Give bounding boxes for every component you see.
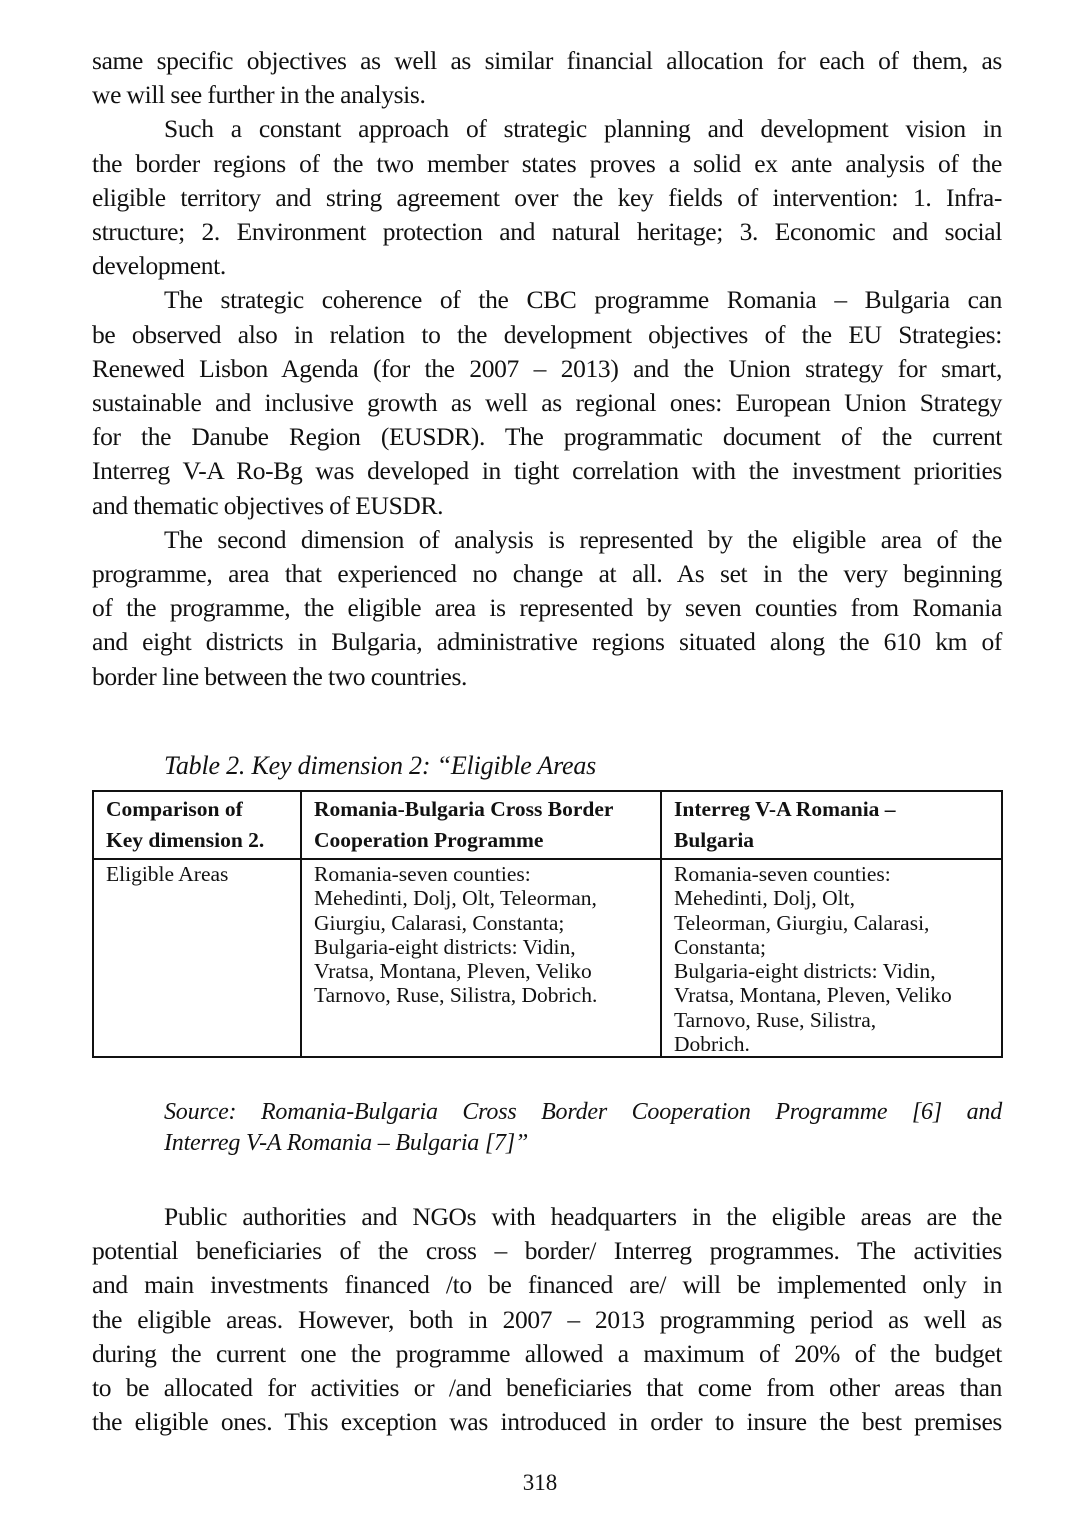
cell-line: Vratsa, Montana, Pleven, Veliko <box>674 983 952 1008</box>
cell-line: Constanta; <box>674 934 766 959</box>
cell-line: Bulgaria-eight districts: Vidin, <box>314 934 576 959</box>
header-line: Comparison of <box>106 797 243 821</box>
cell-dimension <box>93 859 301 1057</box>
text-line: the eligible areas. However, both in 2007 – 2013 programming period as well as <box>92 1304 1002 1334</box>
cell-line: Eligible Areas <box>106 862 229 886</box>
source-line: Interreg V-A Romania – Bulgaria [7]” <box>164 1130 529 1156</box>
header-line: Cooperation Programme <box>314 828 544 852</box>
text-line: and eight districts in Bulgaria, administrative regions situated along the 610 km of <box>92 627 1002 657</box>
page-number: 318 <box>522 1470 558 1495</box>
text-line: Renewed Lisbon Agenda (for the 2007 – 2013) and the Union strategy for smart, <box>92 353 1002 383</box>
cell-interreg-areas <box>661 859 1002 1057</box>
text-line: and thematic objectives of EUSDR. <box>92 490 444 520</box>
source-line: Source: Romania-Bulgaria Cross Border Cooperation Programme [6] and <box>164 1099 1002 1125</box>
text-line: be observed also in relation to the development objectives of the EU Strategies: <box>92 319 1002 349</box>
text-line: for the Danube Region (EUSDR). The programmatic document of the current <box>92 422 1002 452</box>
cell-line: Mehedinti, Dolj, Olt, <box>674 886 855 911</box>
cell-line: Giurgiu, Calarasi, Constanta; <box>314 910 565 935</box>
cell-line: Romania-seven counties: <box>674 862 891 886</box>
table-caption: Table 2. Key dimension 2: “Eligible Areas <box>164 751 597 780</box>
body-text-bottom <box>92 1200 1002 1439</box>
text-line: programme, area that experienced no change at all. As set in the very beginning <box>92 559 1002 589</box>
table-header-row <box>93 791 1002 859</box>
text-line: eligible territory and string agreement over the key fields of intervention: 1. Infra- <box>92 182 1002 212</box>
cell-line: Tarnovo, Ruse, Silistra, <box>674 1007 877 1032</box>
text-line: we will see further in the analysis. <box>92 80 426 110</box>
cell-line: Romania-seven counties: <box>314 862 531 886</box>
cell-cbc-areas <box>301 859 661 1057</box>
text-line: to be allocated for activities or /and beneficiaries that come from other areas than <box>92 1373 1002 1403</box>
cell-line: Bulgaria-eight districts: Vidin, <box>674 959 936 984</box>
header-line: Romania-Bulgaria Cross Border <box>314 797 614 821</box>
text-line: Public authorities and NGOs with headquarters in the eligible areas are the <box>164 1202 1002 1231</box>
paragraph-strategic-planning <box>92 112 1002 283</box>
cell-line: Mehedinti, Dolj, Olt, Teleorman, <box>314 886 597 911</box>
text-line: border line between the two countries. <box>92 661 468 691</box>
paragraph-continuation <box>92 44 1002 112</box>
text-line: The second dimension of analysis is represented by the eligible area of the <box>164 524 1002 554</box>
paragraph-second-dimension <box>92 523 1002 694</box>
text-line: the eligible ones. This exception was introduced in order to insure the best premises <box>92 1407 1002 1437</box>
paragraph-strategic-coherence <box>92 283 1002 522</box>
text-line: sustainable and inclusive growth as well as regional ones: European Union Strategy <box>92 388 1002 418</box>
text-line: structure; 2. Environment protection and natural heritage; 3. Economic and social <box>92 217 1002 247</box>
text-line: same specific objectives as well as similar financial allocation for each of them, as <box>92 46 1002 75</box>
text-line: The strategic coherence of the CBC programme Romania – Bulgaria can <box>164 285 1002 315</box>
text-line: potential beneficiaries of the cross – border/ Interreg programmes. The activities <box>92 1236 1002 1266</box>
text-line: the border regions of the two member states proves a solid ex ante analysis of the <box>92 148 1002 178</box>
header-cbc-programme <box>301 791 661 859</box>
text-line: and main investments financed /to be financed are/ will be implemented only in <box>92 1270 1002 1300</box>
body-text-top <box>92 44 1002 694</box>
cell-line: Dobrich. <box>674 1032 750 1057</box>
table-row <box>93 859 1002 1057</box>
header-comparison <box>93 791 301 859</box>
header-interreg <box>661 791 1002 859</box>
text-line: Interreg V-A Ro-Bg was developed in tight correlation with the investment priorities <box>92 456 1002 486</box>
text-line: during the current one the programme allowed a maximum of 20% of the budget <box>92 1338 1002 1368</box>
text-line: Such a constant approach of strategic planning and development vision in <box>164 114 1002 144</box>
text-line: of the programme, the eligible area is represented by seven counties from Romania <box>92 593 1002 623</box>
paragraph-beneficiaries <box>92 1200 1002 1439</box>
cell-line: Teleorman, Giurgiu, Calarasi, <box>674 910 930 935</box>
cell-line: Vratsa, Montana, Pleven, Veliko <box>314 959 592 984</box>
header-line: Bulgaria <box>674 828 755 852</box>
table-source-note <box>164 1097 1002 1159</box>
header-line: Key dimension 2. <box>106 828 265 852</box>
text-line: development. <box>92 251 226 281</box>
header-line: Interreg V-A Romania – <box>674 797 896 821</box>
eligible-areas-table <box>92 790 1003 1058</box>
cell-line: Tarnovo, Ruse, Silistra, Dobrich. <box>314 983 598 1008</box>
